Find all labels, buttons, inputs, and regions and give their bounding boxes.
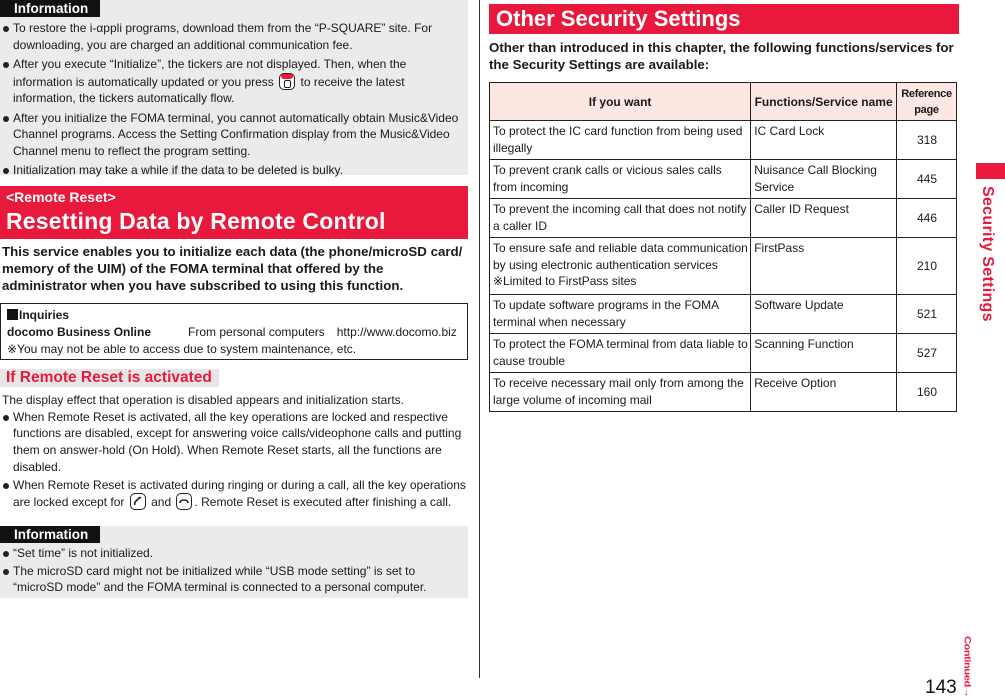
info-item: After you execute “Initialize”, the tickers are not displayed. Then, when the information is automatically updated or you press to receive the latest information, the tickers automatically flow. xyxy=(3,56,463,107)
page-ref[interactable]: 445 xyxy=(897,160,957,199)
service-name: docomo Business Online xyxy=(7,325,152,339)
inquiries-note: ※You may not be able to access due to system maintenance, etc. xyxy=(7,342,357,356)
inquiries-box xyxy=(0,303,468,360)
table-row: To receive necessary mail only from among the large volume of incoming mail Receive Option 160 xyxy=(490,373,957,412)
chapter-tab-mark xyxy=(976,163,1005,179)
activated-section xyxy=(0,360,468,511)
remote-reset-header xyxy=(0,186,468,239)
section-title: Resetting Data by Remote Control xyxy=(6,208,386,234)
page-ref[interactable]: 210 xyxy=(897,238,957,295)
end-call-key-icon xyxy=(176,493,192,510)
info-item: After you initialize the FOMA terminal, you cannot automatically obtain Music&Video Channel programs. Access the Setting Confirmation display from the Music&Video Channel menu to reflect the program setting. xyxy=(3,110,463,160)
mail-key-icon xyxy=(279,73,295,90)
table-row: To prevent crank calls or vicious sales calls from incoming Nuisance Call Blocking Service 445 xyxy=(490,160,957,199)
table-row: To protect the IC card function from being used illegally IC Card Lock 318 xyxy=(490,121,957,160)
bullet-icon xyxy=(3,26,9,32)
table-row: To update software programs in the FOMA terminal when necessary Software Update 521 xyxy=(490,295,957,334)
activated-heading: If Remote Reset is activated xyxy=(0,369,219,387)
header-reference-page: Reference page xyxy=(897,83,957,121)
activated-item: When Remote Reset is activated during ringing or during a call, all the key operations are locked except for and . Remote Reset is executed after finishing a call. xyxy=(3,477,468,511)
table-row: To protect the FOMA terminal from data liable to cause trouble Scanning Function 527 xyxy=(490,334,957,373)
inquiries-contact xyxy=(7,324,461,341)
header-function-name: Functions/Service name xyxy=(751,83,897,121)
table-row: To ensure safe and reliable data communication by using electronic authentication services ※Limited to FirstPass sites FirstPass 210 xyxy=(490,238,957,295)
table-row: To prevent the incoming call that does not notify a caller ID Caller ID Request 446 xyxy=(490,199,957,238)
start-call-key-icon xyxy=(130,493,146,510)
inquiries-heading: Inquiries xyxy=(7,307,461,324)
activated-item: When Remote Reset is activated, all the key operations are locked and respective functions are disabled, except for answering voice calls/videophone calls and putting them on answer-hold (On Hold). When Remote Reset starts, all the functions are disabled. xyxy=(3,409,468,476)
bullet-icon xyxy=(3,569,9,575)
info-item: The microSD card might not be initialized while “USB mode setting” is set to “microSD mode” and the FOMA terminal is connected to a personal computer. xyxy=(3,563,463,596)
activated-intro: The display effect that operation is disabled appears and initialization starts. xyxy=(2,393,405,407)
page-number: 143 xyxy=(925,677,957,697)
page-ref[interactable]: 446 xyxy=(897,199,957,238)
remote-reset-lead: This service enables you to initialize each data (the phone/microSD card/ memory of the UIM) of the FOMA terminal that offered by the administrator when you have subscribed to using this function. xyxy=(2,244,463,293)
square-icon xyxy=(7,309,18,320)
activated-list xyxy=(0,409,468,511)
table-header-row xyxy=(490,83,957,121)
information-box-1 xyxy=(0,0,468,178)
info-item: To restore the i-αppli programs, download them from the “P-SQUARE” site. For downloading, you are charged an additional communication fee. xyxy=(3,20,463,53)
information-list xyxy=(0,545,463,596)
bullet-icon xyxy=(3,62,9,68)
source-label: From personal computers xyxy=(188,325,325,339)
section-subtitle: <Remote Reset> xyxy=(6,189,116,205)
info-item: Initialization may take a while if the data to be deleted is bulky. xyxy=(3,162,463,179)
information-box-2 xyxy=(0,526,468,598)
information-tab: Information xyxy=(0,0,100,17)
page-ref[interactable]: 160 xyxy=(897,373,957,412)
information-tab: Information xyxy=(0,526,100,543)
left-column xyxy=(0,0,468,598)
inquiry-url[interactable]: http://www.docomo.biz xyxy=(336,325,457,339)
page-ref[interactable]: 521 xyxy=(897,295,957,334)
page-ref[interactable]: 527 xyxy=(897,334,957,373)
security-table xyxy=(489,82,957,412)
bullet-icon xyxy=(3,415,9,421)
info-item: “Set time” is not initialized. xyxy=(3,545,463,562)
right-column xyxy=(489,0,959,412)
bullet-icon xyxy=(3,116,9,122)
page-ref[interactable]: 318 xyxy=(897,121,957,160)
header-if-you-want: If you want xyxy=(490,83,751,121)
column-divider xyxy=(479,0,480,678)
other-security-lead: Other than introduced in this chapter, the following functions/services for the Security Settings are available: xyxy=(489,40,954,72)
bullet-icon xyxy=(3,551,9,557)
information-list xyxy=(0,20,463,179)
bullet-icon xyxy=(3,483,9,489)
chapter-label: Security Settings xyxy=(979,186,996,322)
continued-label[interactable]: Continued→ xyxy=(961,636,973,697)
row-note: ※Limited to FirstPass sites xyxy=(493,274,637,288)
other-security-header: Other Security Settings xyxy=(489,4,959,34)
bullet-icon xyxy=(3,168,9,174)
